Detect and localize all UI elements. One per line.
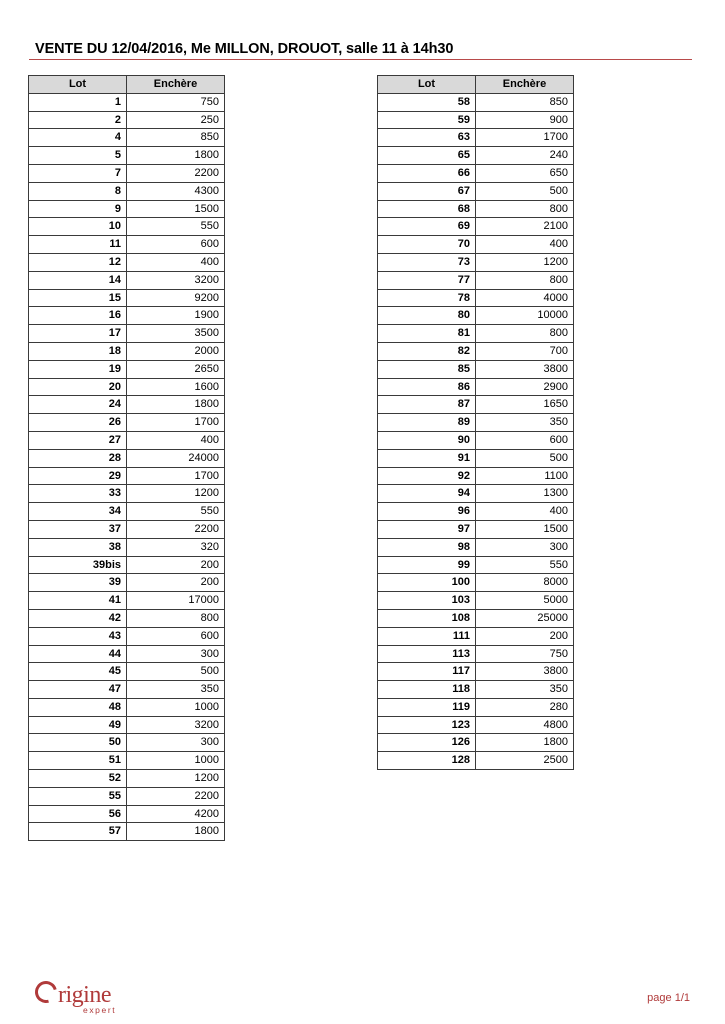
table-row — [29, 200, 225, 218]
table-row — [378, 645, 574, 663]
lot-price: 400 — [476, 503, 574, 521]
lot-price: 1500 — [127, 200, 225, 218]
lot-price: 3200 — [127, 271, 225, 289]
lot-number: 99 — [378, 556, 476, 574]
lot-price: 1300 — [476, 485, 574, 503]
column-header-lot: Lot — [378, 76, 476, 94]
table-row — [29, 538, 225, 556]
lot-number: 65 — [378, 147, 476, 165]
table-row — [378, 236, 574, 254]
lot-number: 119 — [378, 698, 476, 716]
lot-number: 92 — [378, 467, 476, 485]
table-row — [378, 627, 574, 645]
lot-price: 2200 — [127, 164, 225, 182]
lot-number: 126 — [378, 734, 476, 752]
lot-number: 26 — [29, 414, 127, 432]
lot-number: 37 — [29, 520, 127, 538]
table-row — [29, 645, 225, 663]
lot-number: 29 — [29, 467, 127, 485]
lot-number: 103 — [378, 592, 476, 610]
table-row — [29, 770, 225, 788]
lot-price: 200 — [127, 556, 225, 574]
lot-number: 48 — [29, 698, 127, 716]
table-row — [378, 289, 574, 307]
table-row — [29, 823, 225, 841]
table-row — [29, 449, 225, 467]
table-row — [378, 271, 574, 289]
table-row — [29, 520, 225, 538]
lot-price: 240 — [476, 147, 574, 165]
lot-price: 300 — [127, 734, 225, 752]
logo-swirl-icon — [31, 977, 61, 1007]
lot-price: 1600 — [127, 378, 225, 396]
table-row — [29, 681, 225, 699]
lot-number: 19 — [29, 360, 127, 378]
lot-number: 82 — [378, 342, 476, 360]
table-row — [378, 342, 574, 360]
table-row — [378, 325, 574, 343]
table-row — [378, 734, 574, 752]
lot-price: 8000 — [476, 574, 574, 592]
table-row — [29, 307, 225, 325]
table-row — [29, 752, 225, 770]
lot-number: 70 — [378, 236, 476, 254]
lot-price: 1800 — [127, 396, 225, 414]
lot-number: 118 — [378, 681, 476, 699]
table-row — [29, 467, 225, 485]
table-row — [378, 378, 574, 396]
table-row — [378, 592, 574, 610]
column-header-lot: Lot — [29, 76, 127, 94]
lot-number: 98 — [378, 538, 476, 556]
lot-number: 34 — [29, 503, 127, 521]
table-row — [378, 307, 574, 325]
lot-price: 1100 — [476, 467, 574, 485]
lot-number: 18 — [29, 342, 127, 360]
lot-number: 44 — [29, 645, 127, 663]
lot-price: 800 — [476, 200, 574, 218]
table-row — [378, 485, 574, 503]
page-title: VENTE DU 12/04/2016, Me MILLON, DROUOT, salle 11 à 14h30 — [35, 41, 454, 57]
lot-number: 47 — [29, 681, 127, 699]
table-row — [29, 787, 225, 805]
lot-price: 1700 — [127, 467, 225, 485]
table-header-row — [378, 76, 574, 94]
table-row — [378, 164, 574, 182]
lot-number: 27 — [29, 431, 127, 449]
lot-price: 850 — [476, 93, 574, 111]
lot-number: 100 — [378, 574, 476, 592]
lot-number: 14 — [29, 271, 127, 289]
lot-price: 300 — [476, 538, 574, 556]
lot-price: 2650 — [127, 360, 225, 378]
lot-number: 41 — [29, 592, 127, 610]
lot-number: 5 — [29, 147, 127, 165]
table-row — [29, 164, 225, 182]
table-row — [378, 681, 574, 699]
table-row — [29, 236, 225, 254]
title-divider — [29, 59, 692, 60]
lot-number: 28 — [29, 449, 127, 467]
lot-number: 69 — [378, 218, 476, 236]
table-row — [378, 752, 574, 770]
lot-price: 1200 — [127, 485, 225, 503]
table-row — [29, 271, 225, 289]
lot-price: 800 — [127, 609, 225, 627]
lot-number: 90 — [378, 431, 476, 449]
lot-number: 16 — [29, 307, 127, 325]
table-row — [29, 609, 225, 627]
lot-number: 43 — [29, 627, 127, 645]
lot-number: 59 — [378, 111, 476, 129]
lot-number: 85 — [378, 360, 476, 378]
table-header-row — [29, 76, 225, 94]
lot-price: 10000 — [476, 307, 574, 325]
lot-number: 12 — [29, 253, 127, 271]
lot-price: 500 — [476, 182, 574, 200]
lot-number: 91 — [378, 449, 476, 467]
lot-price: 1200 — [127, 770, 225, 788]
lot-price: 500 — [476, 449, 574, 467]
lot-price: 320 — [127, 538, 225, 556]
column-header-price: Enchère — [127, 76, 225, 94]
table-row — [29, 111, 225, 129]
lot-number: 68 — [378, 200, 476, 218]
lot-number: 123 — [378, 716, 476, 734]
lot-number: 78 — [378, 289, 476, 307]
lot-price: 900 — [476, 111, 574, 129]
lot-number: 128 — [378, 752, 476, 770]
lot-price: 280 — [476, 698, 574, 716]
lot-price: 1900 — [127, 307, 225, 325]
lot-price: 700 — [476, 342, 574, 360]
lot-number: 96 — [378, 503, 476, 521]
table-row — [378, 147, 574, 165]
lot-price: 300 — [127, 645, 225, 663]
origine-expert-logo — [35, 980, 117, 1015]
lot-number: 117 — [378, 663, 476, 681]
lot-price: 750 — [476, 645, 574, 663]
lot-price: 24000 — [127, 449, 225, 467]
lot-price: 1700 — [127, 414, 225, 432]
lot-price: 4800 — [476, 716, 574, 734]
lot-price: 800 — [476, 325, 574, 343]
lot-number: 80 — [378, 307, 476, 325]
table-row — [378, 129, 574, 147]
lot-number: 1 — [29, 93, 127, 111]
lot-number: 66 — [378, 164, 476, 182]
table-row — [378, 200, 574, 218]
lot-number: 97 — [378, 520, 476, 538]
lot-number: 94 — [378, 485, 476, 503]
table-row — [29, 663, 225, 681]
lot-price: 1800 — [476, 734, 574, 752]
lot-price: 25000 — [476, 609, 574, 627]
lot-price: 350 — [476, 414, 574, 432]
lot-price: 3800 — [476, 360, 574, 378]
lot-price: 800 — [476, 271, 574, 289]
table-row — [378, 503, 574, 521]
lot-price: 200 — [127, 574, 225, 592]
lot-price: 1000 — [127, 698, 225, 716]
table-row — [29, 414, 225, 432]
lot-number: 63 — [378, 129, 476, 147]
lot-price: 850 — [127, 129, 225, 147]
lot-number: 39 — [29, 574, 127, 592]
lot-number: 2 — [29, 111, 127, 129]
lot-number: 73 — [378, 253, 476, 271]
table-row — [29, 556, 225, 574]
logo-subtitle: expert — [83, 1005, 117, 1015]
table-row — [378, 431, 574, 449]
results-table-left — [28, 75, 225, 841]
table-row — [378, 396, 574, 414]
table-row — [29, 182, 225, 200]
lot-price: 550 — [476, 556, 574, 574]
lot-price: 1800 — [127, 823, 225, 841]
table-row — [29, 716, 225, 734]
lot-number: 113 — [378, 645, 476, 663]
table-row — [29, 342, 225, 360]
table-row — [29, 734, 225, 752]
lot-number: 10 — [29, 218, 127, 236]
lot-number: 11 — [29, 236, 127, 254]
lot-number: 42 — [29, 609, 127, 627]
lot-number: 52 — [29, 770, 127, 788]
lot-price: 600 — [476, 431, 574, 449]
lot-price: 1200 — [476, 253, 574, 271]
table-row — [378, 449, 574, 467]
table-row — [29, 360, 225, 378]
lot-price: 2900 — [476, 378, 574, 396]
lot-price: 400 — [127, 431, 225, 449]
lot-price: 2100 — [476, 218, 574, 236]
table-row — [378, 716, 574, 734]
table-row — [378, 253, 574, 271]
lot-number: 39bis — [29, 556, 127, 574]
lot-number: 89 — [378, 414, 476, 432]
table-row — [378, 698, 574, 716]
page-number: page 1/1 — [647, 992, 690, 1004]
lot-price: 2200 — [127, 520, 225, 538]
lot-number: 15 — [29, 289, 127, 307]
lot-price: 4300 — [127, 182, 225, 200]
table-row — [29, 396, 225, 414]
lot-price: 650 — [476, 164, 574, 182]
lot-price: 1650 — [476, 396, 574, 414]
lot-price: 500 — [127, 663, 225, 681]
lot-price: 17000 — [127, 592, 225, 610]
table-row — [378, 556, 574, 574]
lot-price: 550 — [127, 503, 225, 521]
lot-number: 86 — [378, 378, 476, 396]
table-row — [29, 93, 225, 111]
lot-number: 4 — [29, 129, 127, 147]
lot-number: 108 — [378, 609, 476, 627]
lot-price: 3800 — [476, 663, 574, 681]
table-row — [378, 520, 574, 538]
lot-price: 3200 — [127, 716, 225, 734]
lot-price: 2500 — [476, 752, 574, 770]
lot-number: 7 — [29, 164, 127, 182]
lot-number: 8 — [29, 182, 127, 200]
table-row — [378, 663, 574, 681]
lot-number: 17 — [29, 325, 127, 343]
lot-price: 250 — [127, 111, 225, 129]
table-row — [29, 485, 225, 503]
table-row — [29, 129, 225, 147]
lot-number: 87 — [378, 396, 476, 414]
lot-price: 9200 — [127, 289, 225, 307]
lot-number: 38 — [29, 538, 127, 556]
table-row — [29, 325, 225, 343]
lot-number: 20 — [29, 378, 127, 396]
lot-number: 50 — [29, 734, 127, 752]
lot-price: 1500 — [476, 520, 574, 538]
table-row — [29, 218, 225, 236]
table-row — [29, 503, 225, 521]
column-header-price: Enchère — [476, 76, 574, 94]
lot-number: 58 — [378, 93, 476, 111]
lot-price: 4000 — [476, 289, 574, 307]
table-row — [29, 253, 225, 271]
table-row — [29, 378, 225, 396]
lot-number: 111 — [378, 627, 476, 645]
table-row — [378, 93, 574, 111]
table-row — [378, 538, 574, 556]
table-row — [29, 289, 225, 307]
table-row — [378, 182, 574, 200]
table-row — [29, 147, 225, 165]
table-row — [29, 574, 225, 592]
lot-price: 4200 — [127, 805, 225, 823]
table-row — [29, 431, 225, 449]
table-row — [378, 609, 574, 627]
logo-wordmark: rigine — [58, 982, 111, 1008]
lot-price: 1000 — [127, 752, 225, 770]
lot-price: 550 — [127, 218, 225, 236]
lot-number: 51 — [29, 752, 127, 770]
lot-number: 45 — [29, 663, 127, 681]
lot-price: 2200 — [127, 787, 225, 805]
table-row — [378, 574, 574, 592]
lot-number: 24 — [29, 396, 127, 414]
table-row — [29, 592, 225, 610]
lot-price: 400 — [127, 253, 225, 271]
table-row — [378, 360, 574, 378]
lot-number: 9 — [29, 200, 127, 218]
table-row — [378, 467, 574, 485]
lot-price: 600 — [127, 627, 225, 645]
table-row — [378, 111, 574, 129]
table-row — [378, 218, 574, 236]
lot-number: 49 — [29, 716, 127, 734]
table-row — [29, 805, 225, 823]
lot-price: 400 — [476, 236, 574, 254]
lot-price: 1700 — [476, 129, 574, 147]
lot-price: 3500 — [127, 325, 225, 343]
lot-number: 33 — [29, 485, 127, 503]
table-row — [29, 627, 225, 645]
lot-number: 77 — [378, 271, 476, 289]
lot-price: 600 — [127, 236, 225, 254]
lot-price: 350 — [476, 681, 574, 699]
lot-price: 750 — [127, 93, 225, 111]
table-row — [378, 414, 574, 432]
lot-number: 57 — [29, 823, 127, 841]
lot-price: 200 — [476, 627, 574, 645]
lot-price: 2000 — [127, 342, 225, 360]
lot-number: 81 — [378, 325, 476, 343]
table-row — [29, 698, 225, 716]
lot-number: 67 — [378, 182, 476, 200]
results-table-right — [377, 75, 574, 770]
lot-number: 56 — [29, 805, 127, 823]
lot-price: 350 — [127, 681, 225, 699]
lot-number: 55 — [29, 787, 127, 805]
lot-price: 1800 — [127, 147, 225, 165]
lot-price: 5000 — [476, 592, 574, 610]
